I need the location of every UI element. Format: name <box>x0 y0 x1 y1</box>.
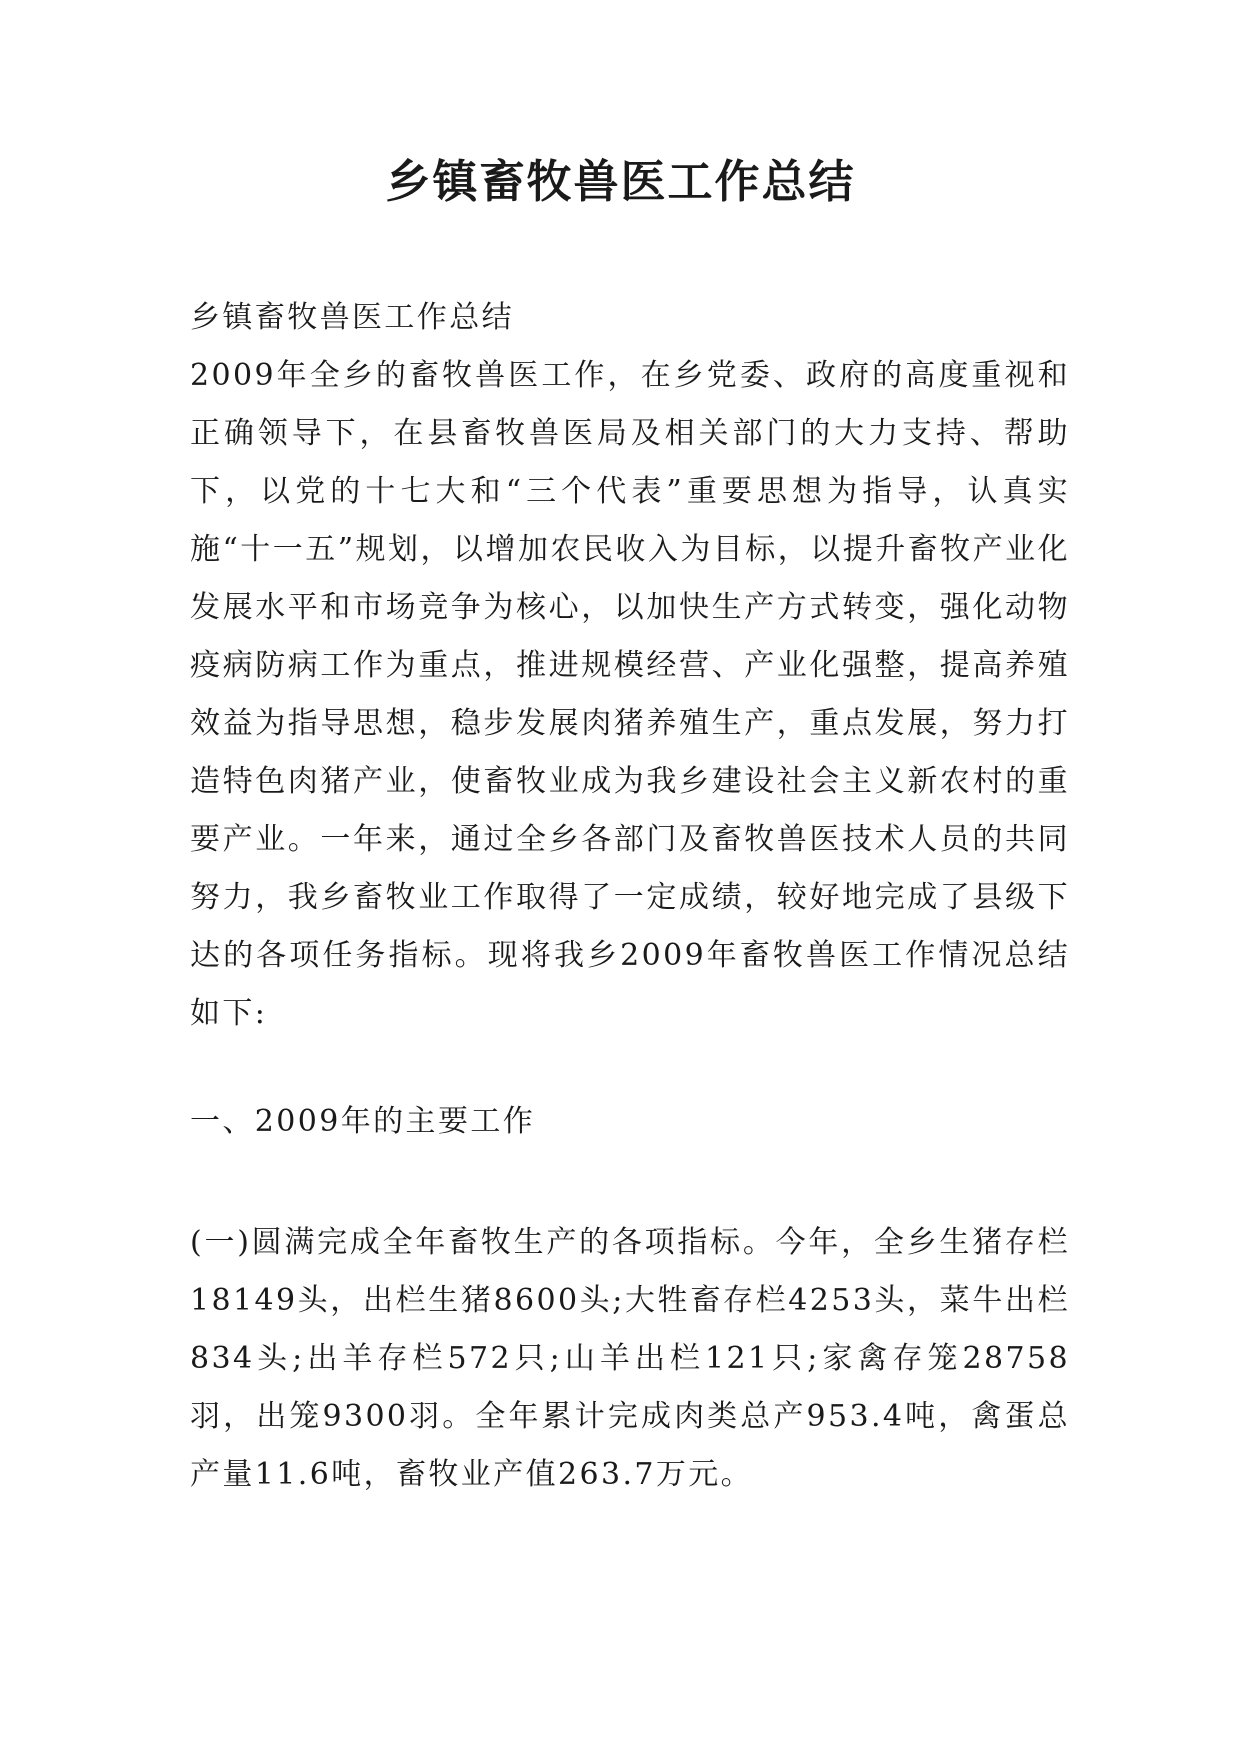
intro-paragraph: 2009年全乡的畜牧兽医工作，在乡党委、政府的高度重视和正确领导下，在县畜牧兽医局及相关部门的大力支持、帮助下，以党的十七大和“三个代表”重要思想为指导，认真实施“十一五”规划，以增加农民收入为目标，以提升畜牧产业化发展水平和市场竞争为核心，以加快生产方式转变，强化动物疫病防病工作为重点，推进规模经营、产业化强整，提高养殖效益为指导思想，稳步发展肉猪养殖生产，重点发展，努力打造特色肉猪产业，使畜牧业成为我乡建设社会主义新农村的重要产业。一年来，通过全乡各部门及畜牧兽医技术人员的共同努力，我乡畜牧业工作取得了一定成绩，较好地完成了县级下达的各项任务指标。现将我乡2009年畜牧兽医工作情况总结如下: <box>190 358 1070 1031</box>
document-subtitle: 乡镇畜牧兽医工作总结 <box>190 300 514 335</box>
document-title: 乡镇畜牧兽医工作总结 <box>385 155 856 208</box>
section-item-paragraph: (一)圆满完成全年畜牧生产的各项指标。今年，全乡生猪存栏18149头，出栏生猪8600头;大牲畜存栏4253头，菜牛出栏834头;出羊存栏572只;山羊出栏121只;家禽存笼28758羽，出笼9300羽。全年累计完成肉类总产953.4吨，禽蛋总产量11.6吨，畜牧业产值263.7万元。 <box>190 1225 1070 1492</box>
section-heading: 一、2009年的主要工作 <box>190 1104 536 1139</box>
